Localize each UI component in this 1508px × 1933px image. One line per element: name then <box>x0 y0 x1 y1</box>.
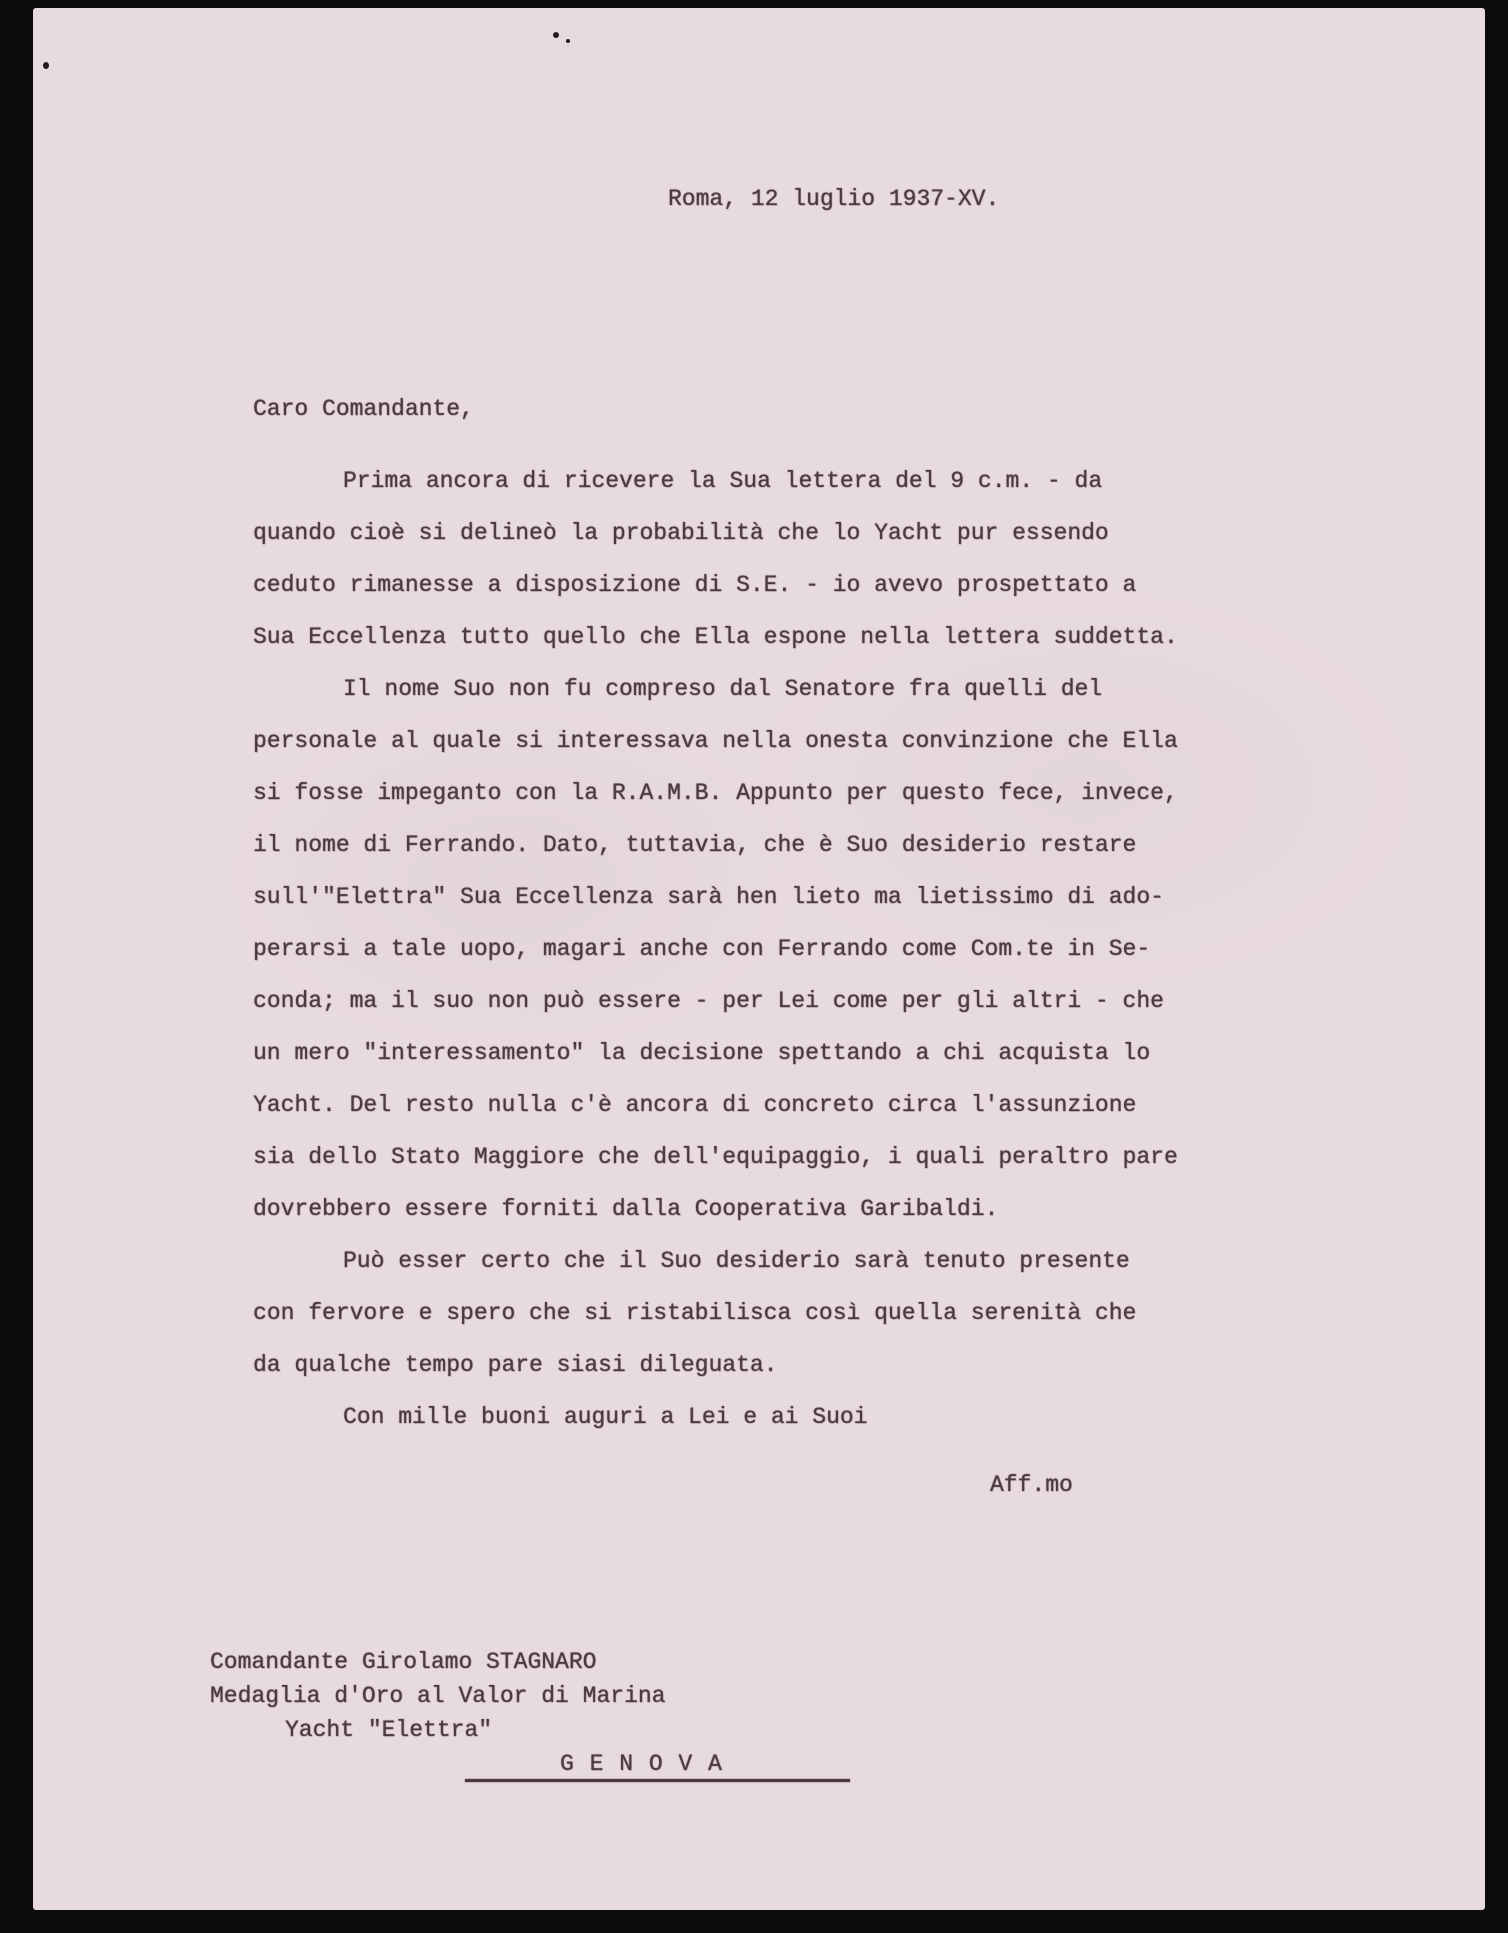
letter-line: Può esser certo che il Suo desiderio sarà tenuto presente <box>343 1248 1130 1274</box>
recipient-honor: Medaglia d'Oro al Valor di Marina <box>210 1683 666 1709</box>
letter-line: ceduto rimanesse a disposizione di S.E. - io avevo prospettato a <box>253 572 1137 598</box>
letter-line: il nome di Ferrando. Dato, tuttavia, che è Suo desiderio restare <box>253 832 1137 858</box>
paper-speck <box>43 62 49 69</box>
letter-line: Sua Eccellenza tutto quello che Ella espone nella lettera suddetta. <box>253 624 1178 650</box>
recipient-block <box>210 1645 723 1781</box>
paper-speck <box>553 32 559 38</box>
letter-line: Il nome Suo non fu compreso dal Senatore fra quelli del <box>343 676 1103 702</box>
letter-line: un mero "interessamento" la decisione spettando a chi acquista lo <box>253 1040 1151 1066</box>
signoff: Aff.mo <box>990 1472 1073 1498</box>
recipient-city: G E N O V A <box>560 1751 723 1777</box>
letter-line: si fosse impeganto con la R.A.M.B. Appunto per questo fece, invece, <box>253 780 1178 806</box>
letter-line: con fervore e spero che si ristabilisca così quella serenità che <box>253 1300 1137 1326</box>
letter-paper <box>33 8 1485 1910</box>
letter-line: personale al quale si interessava nella onesta convinzione che Ella <box>253 728 1178 754</box>
genova-underline <box>465 1779 850 1782</box>
letter-line: Yacht. Del resto nulla c'è ancora di concreto circa l'assunzione <box>253 1092 1137 1118</box>
letter-body <box>253 455 1178 1443</box>
letter-line: sia dello Stato Maggiore che dell'equipaggio, i quali peraltro pare <box>253 1144 1178 1170</box>
letter-line: dovrebbero essere forniti dalla Cooperativa Garibaldi. <box>253 1196 999 1222</box>
letter-line: perarsi a tale uopo, magari anche con Ferrando come Com.te in Se- <box>253 936 1151 962</box>
letter-line: quando cioè si delineò la probabilità che lo Yacht pur essendo <box>253 520 1109 546</box>
letter-line: Prima ancora di ricevere la Sua lettera del 9 c.m. - da <box>343 468 1103 494</box>
letter-line: conda; ma il suo non può essere - per Lei come per gli altri - che <box>253 988 1164 1014</box>
letter-line: sull'"Elettra" Sua Eccellenza sarà hen lieto ma lietissimo di ado- <box>253 884 1164 910</box>
letter-line: Con mille buoni auguri a Lei e ai Suoi <box>343 1404 868 1430</box>
recipient-name: Comandante Girolamo STAGNARO <box>210 1649 597 1675</box>
paper-speck <box>566 39 570 43</box>
dateline: Roma, 12 luglio 1937-XV. <box>668 186 1000 212</box>
salutation: Caro Comandante, <box>253 396 474 422</box>
recipient-yacht: Yacht "Elettra" <box>285 1717 493 1743</box>
letter-line: da qualche tempo pare siasi dileguata. <box>253 1352 778 1378</box>
